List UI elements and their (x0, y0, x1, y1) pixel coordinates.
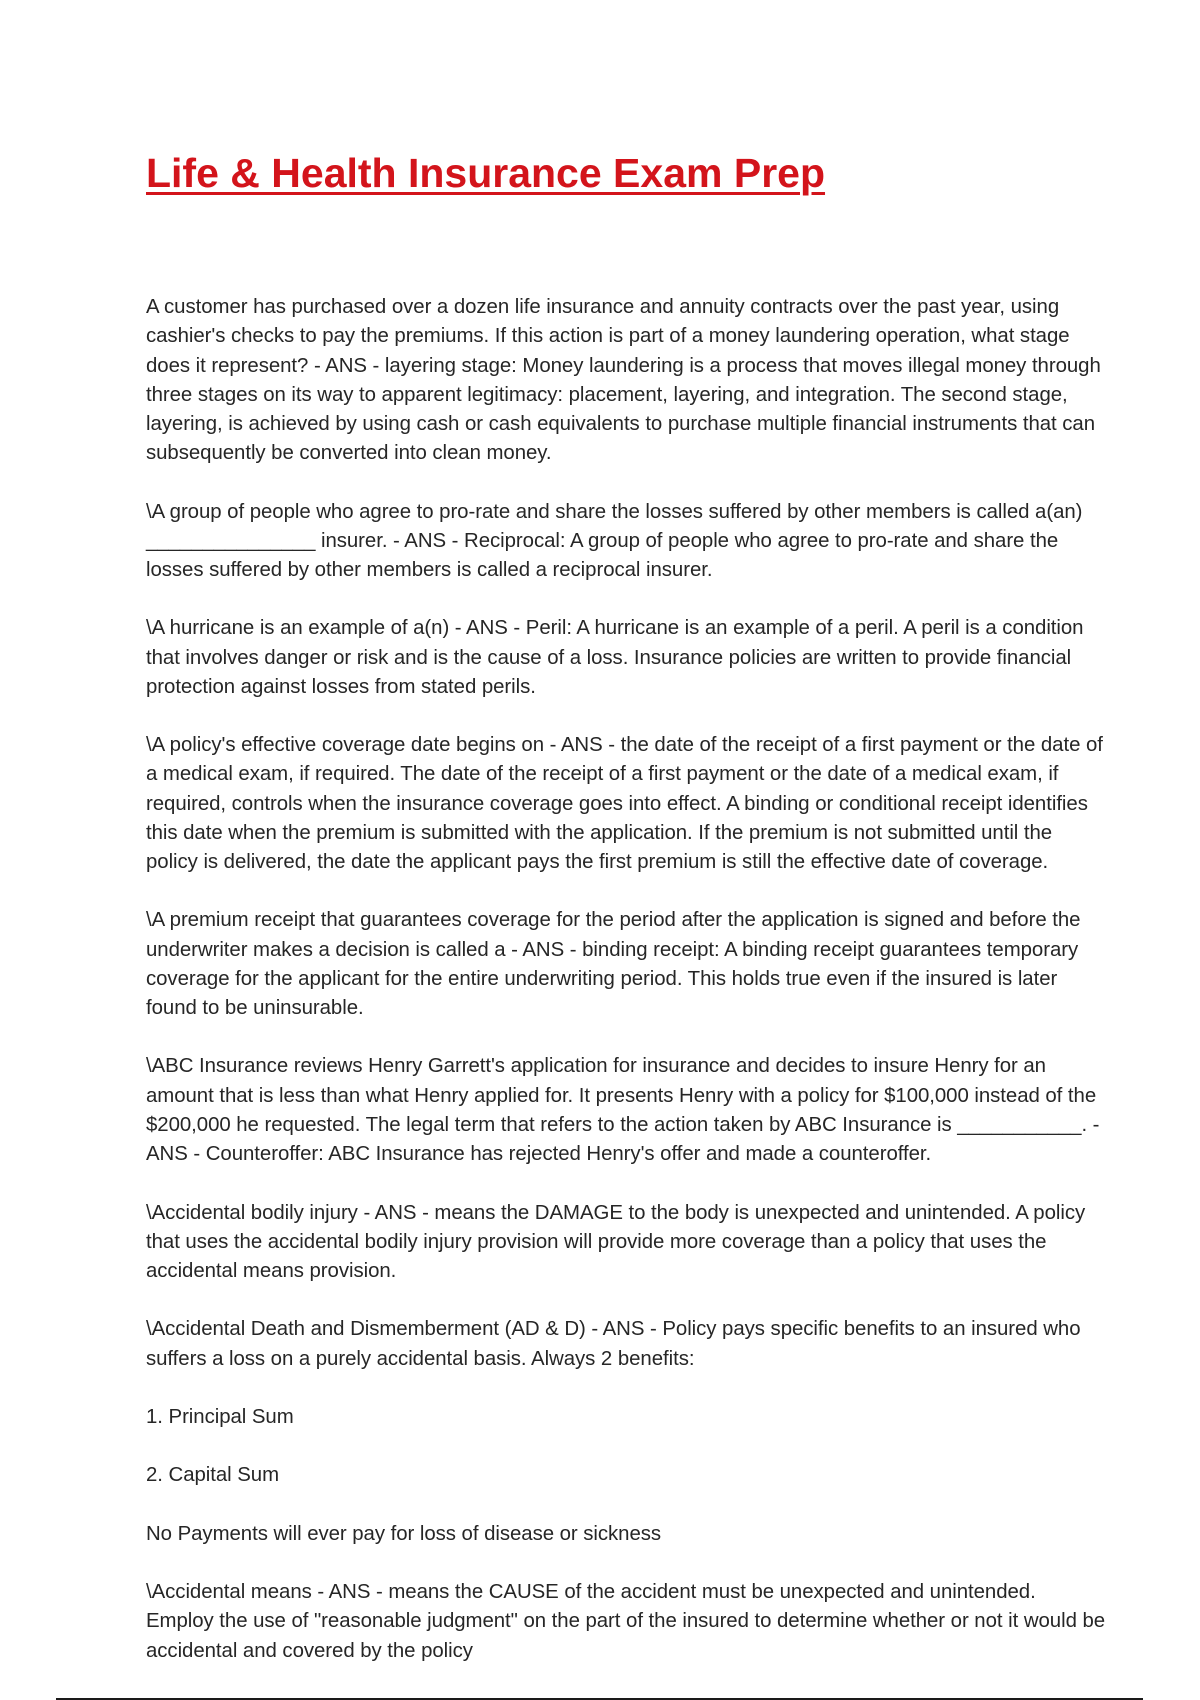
paragraph: \Accidental Death and Dismemberment (AD & D) - ANS - Policy pays specific benefits to an insured who suffers a loss on a purely accidental basis. Always 2 benefits: (146, 1318, 1081, 1370)
document-page (146, 148, 1106, 1695)
page-title: Life & Health Insurance Exam Prep (146, 150, 826, 196)
list-item: 1. Principal Sum (146, 1405, 294, 1428)
paragraph: A customer has purchased over a dozen life insurance and annuity contracts over the past year, using cashier's checks to pay the premiums. If this action is part of a money laundering operation, what stage does it represent? - ANS - layering stage: Money laundering is a process that moves illegal money through three stages on its way to apparent legitimacy: placement, layering, and integration. The second stage, layering, is achieved by using cash or cash equivalents to purchase multiple financial instruments that can subsequently be converted into clean money. (146, 296, 1101, 465)
document-body (146, 264, 1106, 1695)
paragraph: \Accidental means - ANS - means the CAUSE of the accident must be unexpected and unintended. Employ the use of "reasonable judgment" on the part of the insured to determine whether or not it would be accidental and covered by the policy (146, 1581, 1106, 1662)
paragraph: \A group of people who agree to pro-rate and share the losses suffered by other members is called a(an) _______________ insurer. - ANS - Reciprocal: A group of people who agree to pro-rate and share the losses suffered by other members is called a reciprocal insurer. (146, 500, 1083, 582)
paragraph: \A policy's effective coverage date begins on - ANS - the date of the receipt of a first payment or the date of a medical exam, if required. The date of the receipt of a first payment or the date of a medical exam, if required, controls when the insurance coverage goes into effect. A binding or conditional receipt identifies this date when the premium is submitted with the application. If the premium is not submitted until the policy is delivered, the date the applicant pays the first premium is still the effective date of coverage. (146, 734, 1103, 874)
paragraph: No Payments will ever pay for loss of disease or sickness (146, 1522, 662, 1545)
paragraph: \A premium receipt that guarantees coverage for the period after the application is signed and before the underwriter makes a decision is called a - ANS - binding receipt: A binding receipt guarantees temporary coverage for the applicant for the entire underwriting period. This holds true even if the insured is later found to be uninsurable. (146, 909, 1081, 1020)
list-item: 2. Capital Sum (146, 1464, 280, 1487)
paragraph: \Accidental bodily injury - ANS - means the DAMAGE to the body is unexpected and unintended. A policy that uses the accidental bodily injury provision will provide more coverage than a policy that uses the accidental means provision. (146, 1201, 1086, 1282)
paragraph: \ABC Insurance reviews Henry Garrett's application for insurance and decides to insure Henry for an amount that is less than what Henry applied for. It presents Henry with a policy for $100,000 instead of the $200,000 he requested. The legal term that refers to the action taken by ABC Insurance is ___________. - ANS - Counteroffer: ABC Insurance has rejected Henry's offer and made a counteroffer. (146, 1055, 1100, 1166)
paragraph: \A hurricane is an example of a(n) - ANS - Peril: A hurricane is an example of a peril. A peril is a condition that involves danger or risk and is the cause of a loss. Insurance policies are written to provide financial protection against losses from stated perils. (146, 617, 1084, 698)
